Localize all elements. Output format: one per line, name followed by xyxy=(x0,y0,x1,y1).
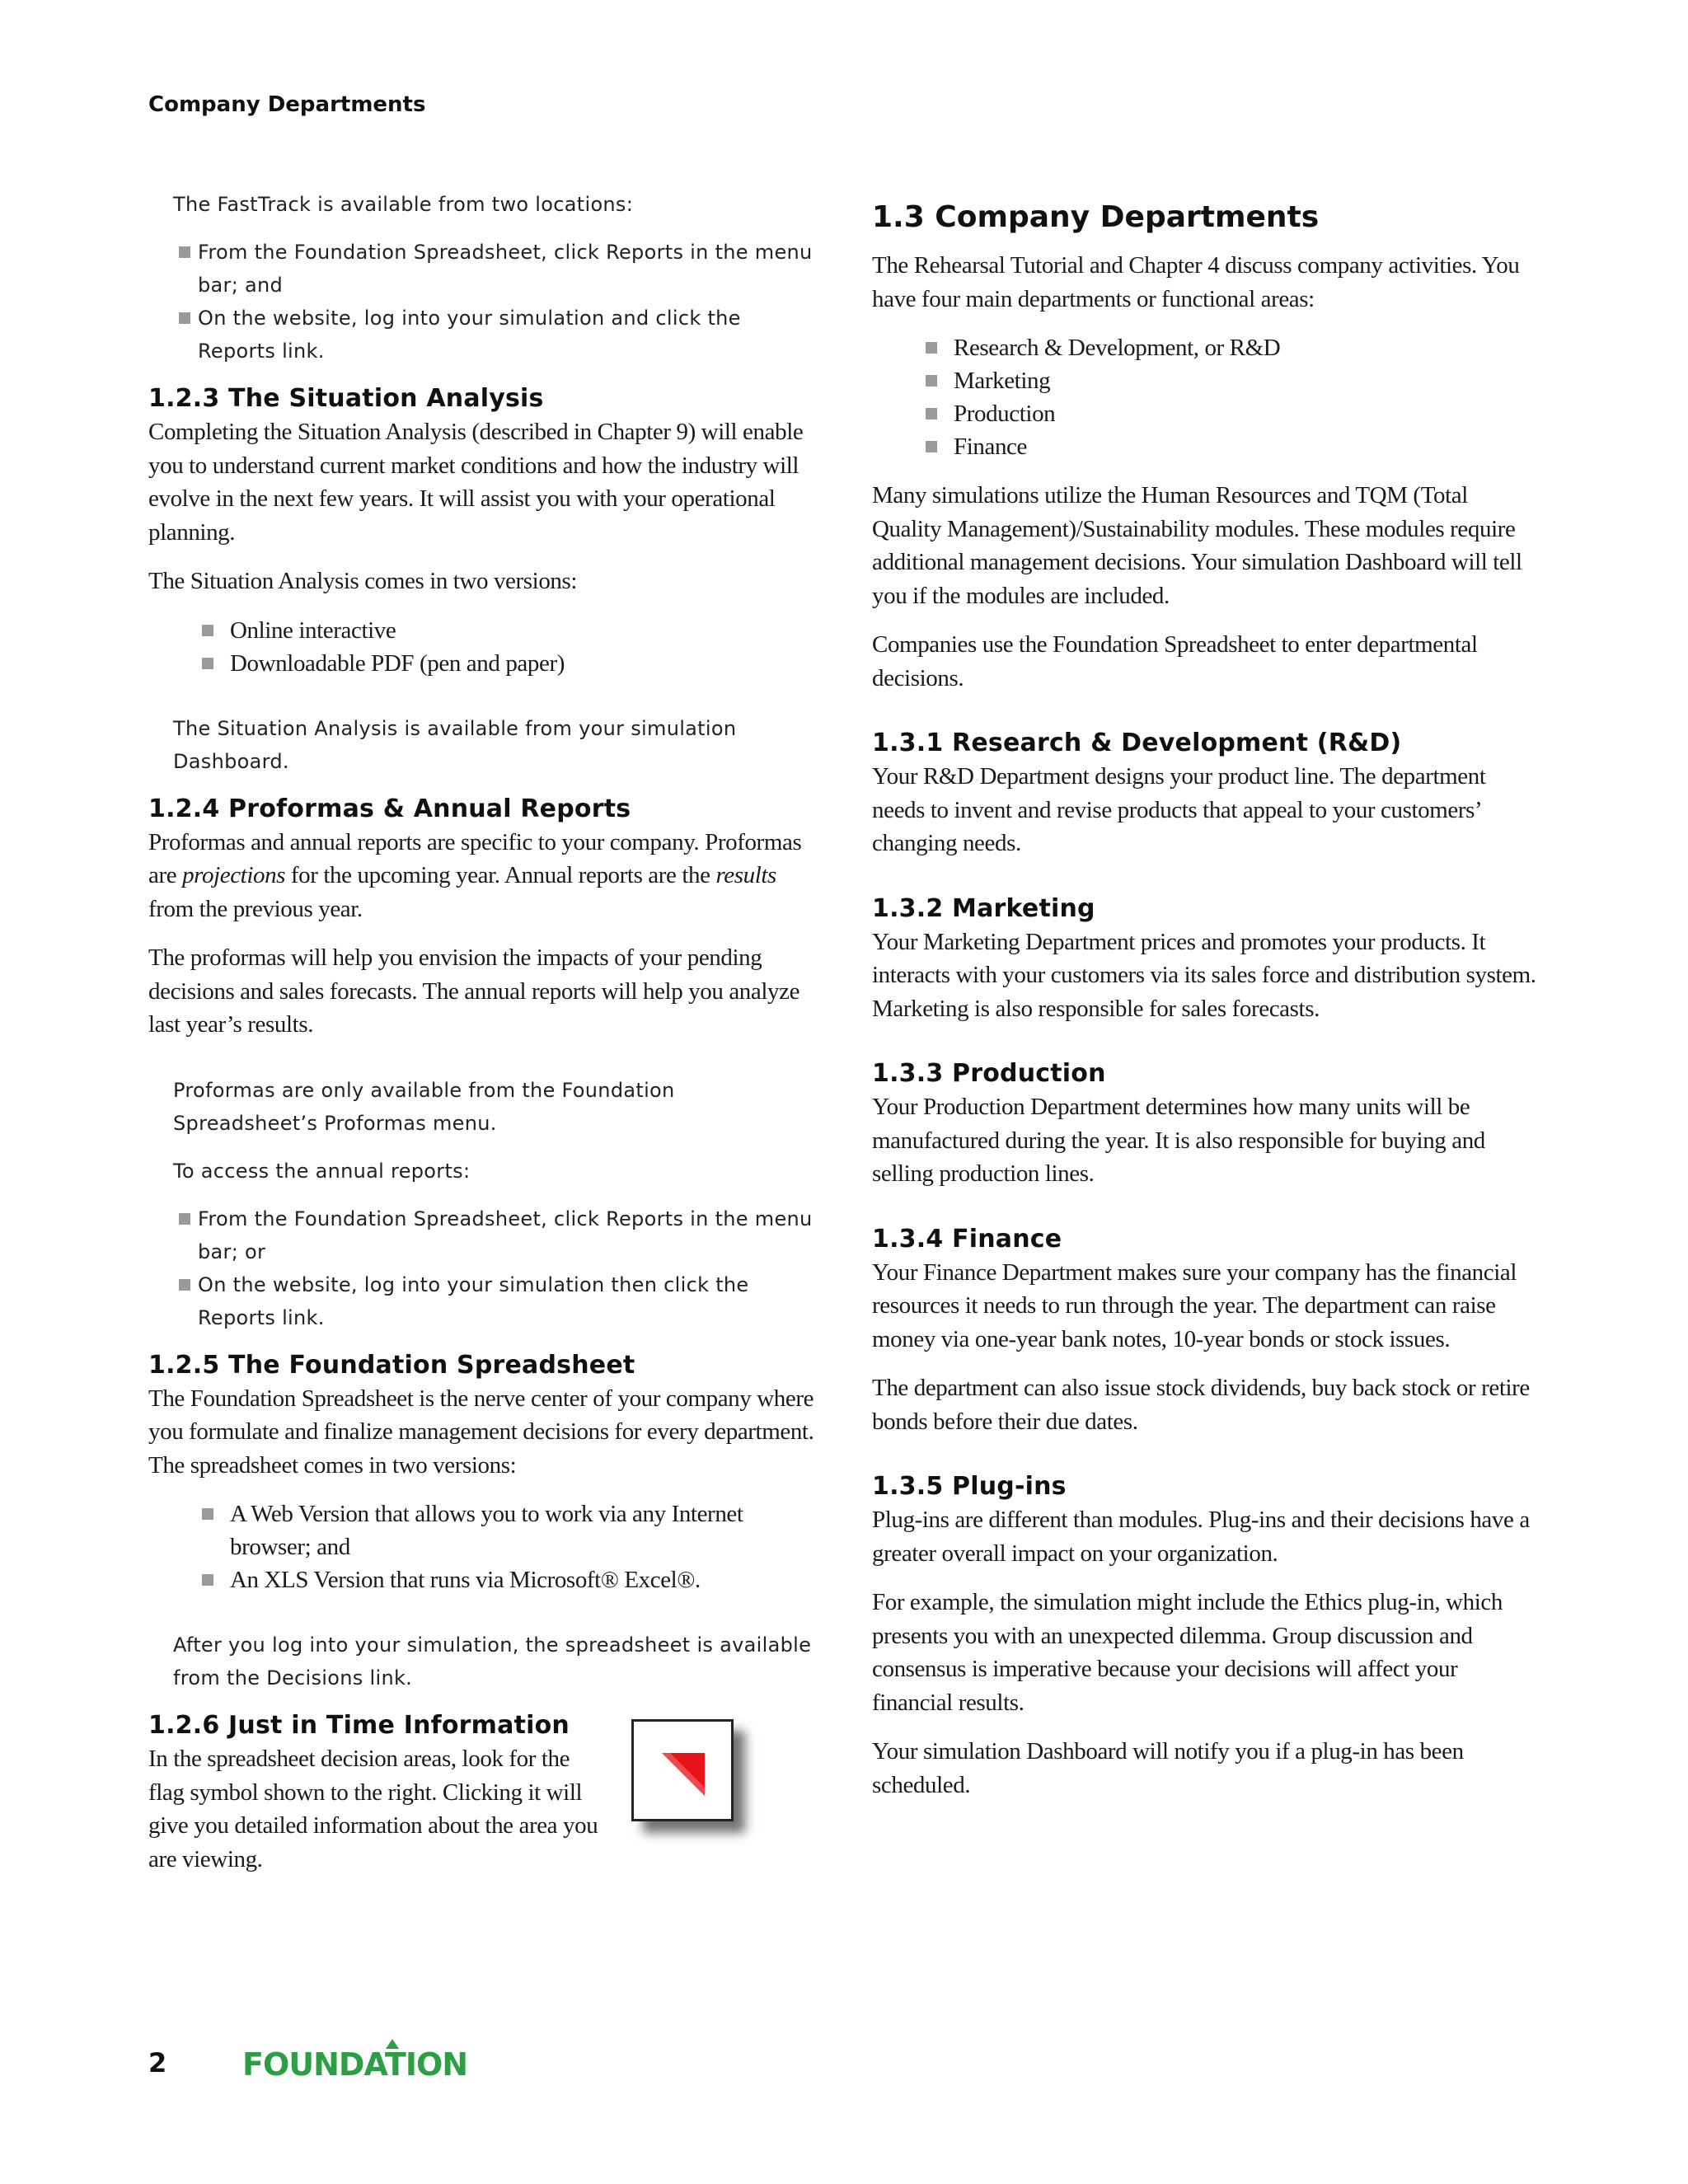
page-number: 2 xyxy=(148,2047,167,2079)
just-in-time-section xyxy=(148,1709,824,1876)
note-text: The Situation Analysis is available from your simulation Dashboard. xyxy=(173,716,737,773)
bullet-list xyxy=(148,614,824,680)
running-head: Company Departments xyxy=(148,92,426,117)
paragraph: Your simulation Dashboard will notify you if a plug-in has been scheduled. xyxy=(872,1738,1464,1798)
list-item: Marketing xyxy=(924,364,1541,397)
square-bullet-icon xyxy=(179,1279,190,1291)
note-text: After you log into your simulation, the spreadsheet is available from the Decisions link. xyxy=(173,1633,812,1690)
square-bullet-icon xyxy=(202,625,213,636)
foundation-logo xyxy=(241,2036,504,2084)
note-text: Proformas are only available from the Foundation Spreadsheet’s Proformas menu. xyxy=(173,1078,675,1135)
section-heading-1-3-4: 1.3.4 Finance xyxy=(872,1224,1062,1254)
list-item: Downloadable PDF (pen and paper) xyxy=(200,647,824,680)
paragraph: Companies use the Foundation Spreadsheet to enter departmental decisions. xyxy=(872,631,1478,691)
square-bullet-icon xyxy=(926,375,937,387)
paragraph: Your Production Department determines how many units will be manufactured during the year. It is also responsible for buying and selling production lines. xyxy=(872,1094,1485,1187)
list-item: Online interactive xyxy=(200,614,824,647)
paragraph: Your Finance Department makes sure your company has the financial resources it needs to run through the year. The department can raise money via one-year bank notes, 10-year bonds or stock issues. xyxy=(872,1258,1517,1352)
list-item: Finance xyxy=(924,430,1541,463)
list-item: On the website, log into your simulation then click the Reports link. xyxy=(173,1268,824,1334)
paragraph: Your Marketing Department prices and promotes your products. It interacts with your customers via its sales force and distribution system. Marketing is also responsible for sales forecasts. xyxy=(872,928,1536,1022)
square-bullet-icon xyxy=(202,658,213,669)
square-bullet-icon xyxy=(926,441,937,452)
list-item: Research & Development, or R&D xyxy=(924,331,1541,364)
svg-text:FOUNDATION: FOUNDATION xyxy=(242,2046,468,2080)
paragraph: Completing the Situation Analysis (described in Chapter 9) will enable you to understand current market conditions and how the industry will evolve in the next few years. It will assist you with your operational planning. xyxy=(148,419,804,546)
flag-graphic xyxy=(634,1722,731,1819)
square-bullet-icon xyxy=(179,246,190,258)
paragraph: The Foundation Spreadsheet is the nerve center of your company where you formulate and finalize management decisions for every department. The spreadsheet comes in two versions: xyxy=(148,1385,814,1479)
paragraph: Proformas and annual reports are specific to your company. Proformas are projections for the upcoming year. Annual reports are the results from the previous year. xyxy=(148,828,802,922)
list-item: An XLS Version that runs via Microsoft® Excel®. xyxy=(200,1563,824,1596)
square-bullet-icon xyxy=(202,1574,213,1586)
bullet-list xyxy=(148,1497,824,1596)
square-bullet-icon xyxy=(926,342,937,354)
list-item: Production xyxy=(924,397,1541,430)
paragraph: The department can also issue stock dividends, buy back stock or retire bonds before their due dates. xyxy=(872,1375,1530,1435)
list-item: On the website, log into your simulation and click the Reports link. xyxy=(173,302,824,368)
paragraph: For example, the simulation might include the Ethics plug-in, which presents you with an unexpected dilemma. Group discussion and consensus is imperative because your decisions will affect your financial results. xyxy=(872,1589,1503,1716)
paragraph: Your R&D Department designs your product line. The department needs to invent and revise products that appeal to your customers’ changing needs. xyxy=(872,763,1486,856)
paragraph: Many simulations utilize the Human Resources and TQM (Total Quality Management)/Sustainability modules. These modules require additional management decisions. Your simulation Dashboard will tell you if the modules are included. xyxy=(872,482,1522,609)
departments-list xyxy=(872,331,1541,463)
foundation-logo-graphic xyxy=(241,2036,504,2080)
paragraph: The proformas will help you envision the impacts of your pending decisions and sales forecasts. The annual reports will help you analyze last year’s results. xyxy=(148,944,800,1038)
note-list xyxy=(173,236,824,368)
situation-analysis-note xyxy=(173,712,824,778)
square-bullet-icon xyxy=(179,1213,190,1225)
fasttrack-note xyxy=(173,188,824,368)
paragraph: Plug-ins are different than modules. Plug-ins and their decisions have a greater overall impact on your organization. xyxy=(872,1507,1530,1567)
square-bullet-icon xyxy=(202,1508,213,1520)
square-bullet-icon xyxy=(179,312,190,324)
square-bullet-icon xyxy=(926,408,937,419)
note-text: To access the annual reports: xyxy=(173,1159,471,1183)
list-item: A Web Version that allows you to work via any Internet browser; and xyxy=(200,1497,824,1563)
jit-flag-icon xyxy=(631,1719,734,1821)
section-heading-1-3-3: 1.3.3 Production xyxy=(872,1059,1106,1088)
paragraph: In the spreadsheet decision areas, look for the flag symbol shown to the right. Clicking it will give you detailed information about the area you are viewing. xyxy=(148,1746,598,1872)
note-list xyxy=(173,1202,824,1334)
section-heading-1-2-4: 1.2.4 Proformas & Annual Reports xyxy=(148,794,631,823)
proformas-note xyxy=(173,1074,824,1334)
section-heading-1-3-5: 1.3.5 Plug-ins xyxy=(872,1472,1067,1501)
section-heading-1-3-2: 1.3.2 Marketing xyxy=(872,893,1095,923)
list-item: From the Foundation Spreadsheet, click Reports in the menu bar; or xyxy=(173,1202,824,1268)
right-column xyxy=(872,198,1541,1817)
list-item: From the Foundation Spreadsheet, click Reports in the menu bar; and xyxy=(173,236,824,302)
paragraph: The Rehearsal Tutorial and Chapter 4 discuss company activities. You have four main departments or functional areas: xyxy=(872,252,1520,312)
section-heading-1-2-6: 1.2.6 Just in Time Information xyxy=(148,1711,570,1740)
spreadsheet-note xyxy=(173,1629,824,1694)
section-heading-1-2-3: 1.2.3 The Situation Analysis xyxy=(148,384,544,413)
paragraph: The Situation Analysis comes in two versions: xyxy=(148,568,578,594)
note-text: The FastTrack is available from two locations: xyxy=(173,193,634,216)
section-heading-1-2-5: 1.2.5 The Foundation Spreadsheet xyxy=(148,1350,635,1380)
section-heading-1-3: 1.3 Company Departments xyxy=(872,200,1320,234)
left-column xyxy=(148,188,824,1891)
section-heading-1-3-1: 1.3.1 Research & Development (R&D) xyxy=(872,729,1402,757)
